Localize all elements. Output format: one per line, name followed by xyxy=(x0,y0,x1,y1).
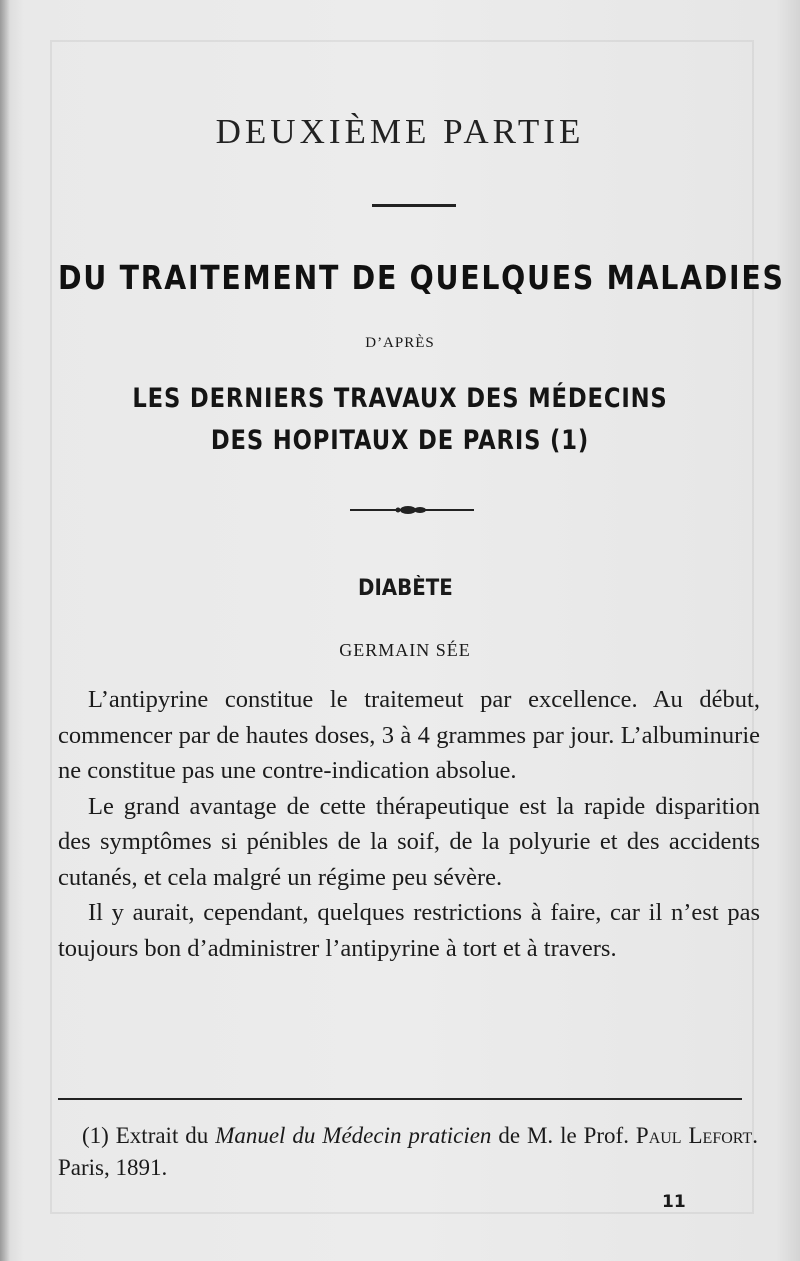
subtitle-line-2: DES HOPITAUX DE PARIS (1) xyxy=(210,425,590,456)
body-text xyxy=(58,682,760,966)
footnote-marker: (1) xyxy=(82,1123,109,1148)
footnote-prefix: Extrait du xyxy=(115,1123,209,1148)
bleed-through-frame xyxy=(50,40,754,1214)
spine-shadow xyxy=(0,0,10,1261)
footnote-suffix: . Paris, 1891. xyxy=(58,1123,759,1180)
subtitle-line-1: LES DERNIERS TRAVAUX DES MÉDECINS xyxy=(132,383,668,414)
footnote-divider xyxy=(58,1098,742,1100)
footnote-middle: de M. le Prof. xyxy=(498,1123,629,1148)
section-title: DIABÈTE xyxy=(358,576,453,601)
footnote-author: Paul Lefort xyxy=(635,1123,753,1148)
part-title: DEUXIÈME PARTIE xyxy=(215,112,585,151)
section-author: GERMAIN SÉE xyxy=(339,640,471,660)
main-title: DU TRAITEMENT DE QUELQUES MALADIES xyxy=(58,258,785,297)
title-divider xyxy=(372,204,456,207)
footnote xyxy=(58,1120,758,1184)
page-number: 11 xyxy=(662,1192,686,1212)
dapres-label: D’APRÈS xyxy=(365,335,435,351)
paragraph: Le grand avantage de cette thérapeutique est la rapide disparition des symptômes si pénibles de la soif, de la polyurie et des accidents cutanés, et cela malgré un régime peu sévère. xyxy=(58,792,760,891)
ornament-divider-icon xyxy=(350,500,474,520)
paragraph: L’antipyrine constitue le traitemeut par excellence. Au début, commencer par de hautes doses, 3 à 4 grammes par jour. L’albuminurie ne constitue pas une contre-indication absolue. xyxy=(58,686,760,784)
paragraph: Il y aurait, cependant, quelques restrictions à faire, car il n’est pas toujours bon d’administrer l’antipyrine à tort et à travers. xyxy=(58,899,760,962)
footnote-book-title: Manuel du Médecin praticien xyxy=(215,1123,492,1148)
